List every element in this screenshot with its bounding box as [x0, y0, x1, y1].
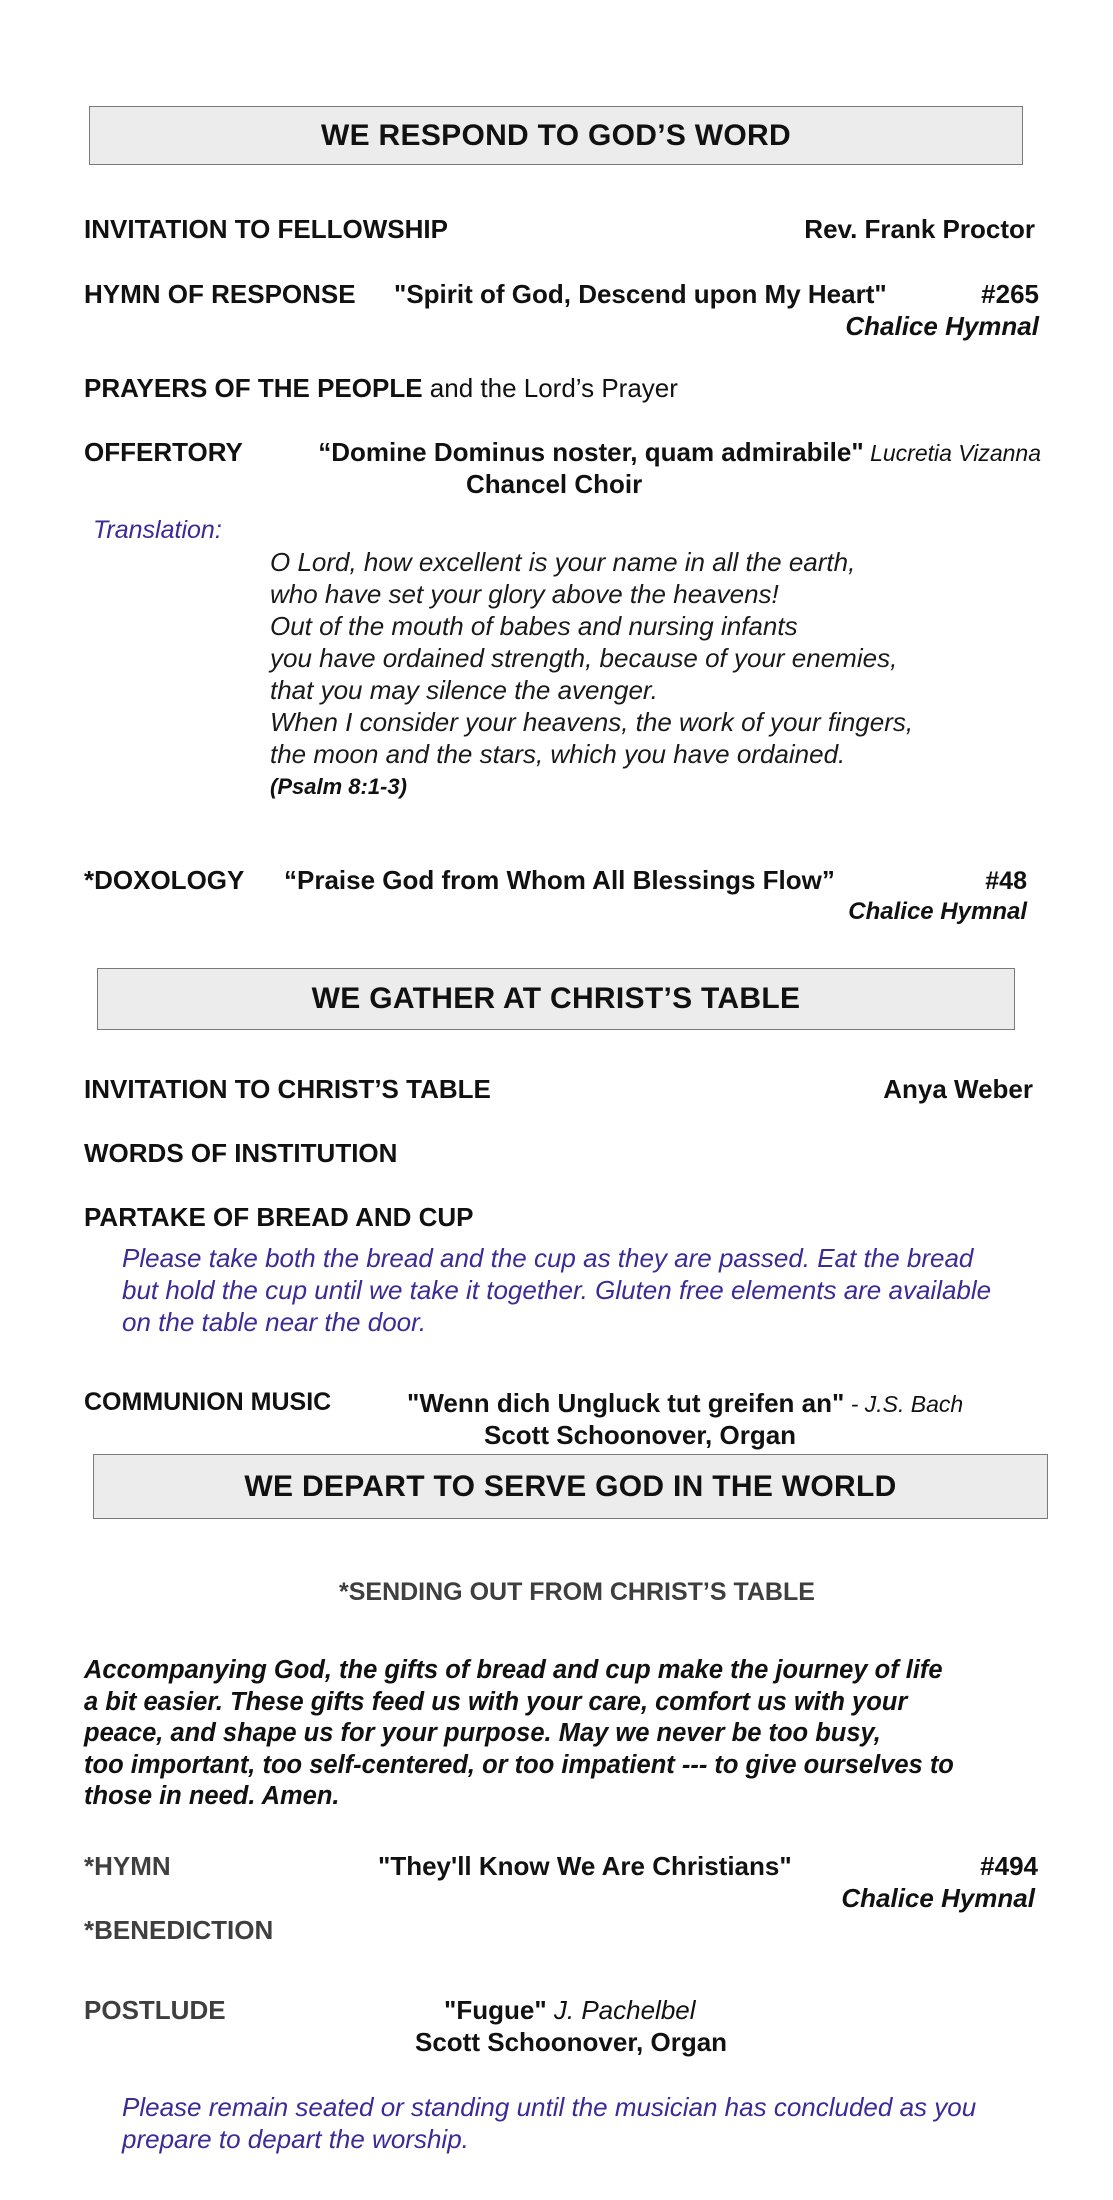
translation-line: O Lord, how excellent is your name in all the earth, — [270, 547, 856, 577]
section-banner-gather — [97, 968, 1015, 1030]
sending-prayer-line: too important, too self-centered, or too impatient --- to give ourselves to — [84, 1750, 954, 1779]
prayers-line — [84, 373, 678, 404]
doxology-book: Chalice Hymnal — [848, 898, 1027, 925]
hymn-response-label: HYMN OF RESPONSE — [84, 279, 356, 309]
sending-prayer — [84, 1655, 954, 1813]
closing-hymn-label: *HYMN — [84, 1851, 171, 1881]
partake-note-line: Please take both the bread and the cup as they are passed. Eat the bread — [122, 1243, 974, 1273]
translation-label: Translation: — [93, 516, 222, 544]
section-title: WE GATHER AT CHRIST’S TABLE — [311, 982, 801, 1015]
section-title: WE DEPART TO SERVE GOD IN THE WORLD — [244, 1469, 897, 1503]
sending-prayer-line: Accompanying God, the gifts of bread and cup make the journey of life — [84, 1656, 943, 1684]
doxology-title: “Praise God from Whom All Blessings Flow” — [284, 865, 835, 895]
section-banner-respond — [89, 106, 1023, 165]
closing-hymn-number: #494 — [980, 1851, 1038, 1881]
sending-prayer-line: those in need. Amen. — [84, 1782, 340, 1810]
communion-music-label: COMMUNION MUSIC — [84, 1388, 332, 1416]
translation-text — [270, 546, 913, 770]
section-banner-depart — [93, 1454, 1048, 1519]
doxology-number: #48 — [985, 867, 1027, 895]
partake-label: PARTAKE OF BREAD AND CUP — [84, 1202, 474, 1232]
prayers-label: PRAYERS OF THE PEOPLE — [84, 373, 423, 403]
translation-line: that you may silence the avenger. — [270, 675, 658, 705]
doxology-label: *DOXOLOGY — [84, 865, 245, 895]
postlude-performer: Scott Schoonover, Organ — [415, 2027, 728, 2057]
postlude-title-line — [444, 1995, 696, 2026]
offertory-label: OFFERTORY — [84, 437, 243, 467]
offertory-performer: Chancel Choir — [466, 469, 643, 499]
hymn-response-number: #265 — [981, 279, 1039, 309]
partake-note-line: on the table near the door. — [122, 1307, 427, 1337]
translation-line: When I consider your heavens, the work of your fingers, — [270, 707, 914, 737]
translation-citation: (Psalm 8:1-3) — [270, 774, 407, 799]
closing-note — [122, 2091, 976, 2155]
sending-prayer-line: peace, and shape us for your purpose. May we never be too busy, — [84, 1719, 881, 1747]
closing-hymn-book: Chalice Hymnal — [841, 1883, 1035, 1913]
partake-note-line: but hold the cup until we take it together. Gluten free elements are available — [122, 1275, 992, 1305]
fellowship-label: INVITATION TO FELLOWSHIP — [84, 214, 448, 244]
offertory-title-line — [318, 437, 1041, 468]
section-title: WE RESPOND TO GOD’S WORD — [320, 118, 791, 152]
communion-music-title-line — [407, 1388, 963, 1419]
translation-line: you have ordained strength, because of your enemies, — [270, 643, 898, 673]
postlude-title: "Fugue" — [444, 1995, 547, 2025]
hymn-response-book: Chalice Hymnal — [845, 311, 1039, 341]
offertory-composer: Lucretia Vizanna — [863, 440, 1041, 466]
fellowship-leader: Rev. Frank Proctor — [804, 214, 1035, 244]
postlude-composer: J. Pachelbel — [546, 1995, 696, 2025]
communion-music-performer: Scott Schoonover, Organ — [484, 1420, 797, 1450]
translation-line: the moon and the stars, which you have ordained. — [270, 739, 846, 769]
sending-prayer-line: a bit easier. These gifts feed us with your care, comfort us with your — [84, 1687, 908, 1716]
closing-note-line: Please remain seated or standing until the musician has concluded as you — [122, 2092, 977, 2122]
sending-label: *SENDING OUT FROM CHRIST’S TABLE — [339, 1578, 815, 1606]
communion-music-title: "Wenn dich Ungluck tut greifen an" — [407, 1388, 845, 1418]
communion-music-composer: - J.S. Bach — [844, 1391, 964, 1417]
partake-note — [122, 1242, 991, 1338]
institution-label: WORDS OF INSTITUTION — [84, 1138, 398, 1168]
translation-line: who have set your glory above the heavens! — [270, 579, 779, 609]
benediction-label: *BENEDICTION — [84, 1915, 274, 1945]
postlude-label: POSTLUDE — [84, 1995, 226, 2025]
translation-line: Out of the mouth of babes and nursing infants — [270, 611, 798, 641]
table-invitation-leader: Anya Weber — [883, 1074, 1033, 1104]
hymn-response-title: "Spirit of God, Descend upon My Heart" — [394, 279, 887, 309]
prayers-rest: and the Lord’s Prayer — [422, 373, 678, 403]
offertory-title: “Domine Dominus noster, quam admirabile" — [318, 437, 864, 467]
closing-note-line: prepare to depart the worship. — [122, 2124, 469, 2154]
table-invitation-label: INVITATION TO CHRIST’S TABLE — [84, 1074, 491, 1104]
closing-hymn-title: "They'll Know We Are Christians" — [378, 1851, 792, 1881]
